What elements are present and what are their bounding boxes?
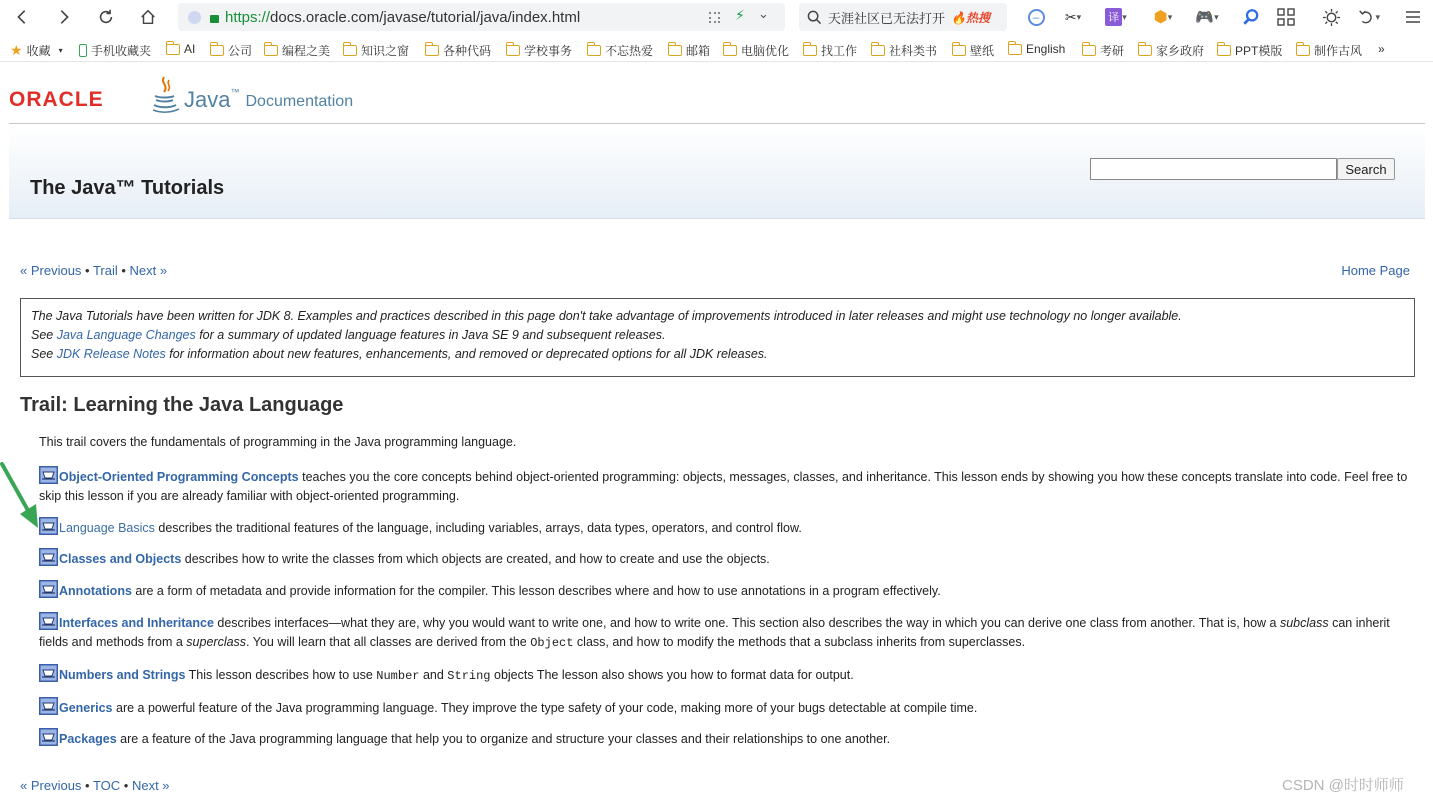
lesson-description: describes how to write the classes from which objects are created, and how to create and use the objects. <box>181 552 770 566</box>
url-path: docs.oracle.com/javase/tutorial/java/index.html <box>270 8 581 26</box>
phone-icon <box>79 44 87 57</box>
lesson-item <box>39 697 1409 718</box>
notice-line <box>31 326 1404 345</box>
lesson-cup-icon <box>39 728 58 746</box>
hot-badge: 🔥热搜 <box>951 10 990 25</box>
java-wordmark <box>184 87 239 113</box>
lesson-item <box>39 728 1409 749</box>
folder-icon <box>343 45 357 56</box>
lesson-cup-icon <box>39 697 58 715</box>
bottom-navigation <box>20 778 170 793</box>
nav-separator: • <box>117 263 130 278</box>
java-tm: ™ <box>230 87 240 97</box>
bookmark-label: 公司 <box>228 44 253 58</box>
lesson-description: objects The lesson also shows you how to format data for output. <box>490 668 854 682</box>
next-link[interactable]: Next » <box>131 778 170 793</box>
lesson-link-interfaces-and-inheritance[interactable]: Interfaces and Inheritance <box>59 616 214 630</box>
bookmark-folder[interactable] <box>871 42 937 59</box>
lesson-description: can inherit fields and methods from a <box>39 616 1390 649</box>
lesson-cup-icon <box>39 664 58 682</box>
lesson-cup-icon <box>39 580 58 598</box>
folder-icon <box>1082 45 1096 56</box>
folder-icon <box>723 45 737 56</box>
top-navigation <box>20 263 167 278</box>
nav-separator: • <box>120 778 132 793</box>
chevron-down-icon[interactable]: ⌄ <box>758 6 769 21</box>
jdk-notice <box>20 298 1415 377</box>
bookmark-folder[interactable] <box>210 42 252 59</box>
bookmark-label: English <box>1026 42 1066 56</box>
lesson-description: and <box>419 668 448 682</box>
menu-icon[interactable] <box>1402 7 1424 27</box>
bookmark-label: 考研 <box>1100 44 1125 58</box>
java-language-changes-link[interactable]: Java Language Changes <box>56 328 196 342</box>
lesson-code: Object <box>530 636 574 650</box>
notice-text: See <box>31 328 57 342</box>
bookmark-label: 找工作 <box>821 44 858 58</box>
lesson-emphasis: subclass <box>1279 616 1329 630</box>
bookmark-label: PPT模版 <box>1235 44 1283 58</box>
search-button[interactable]: Search <box>1337 158 1395 180</box>
page-title: The Java™ Tutorials <box>30 177 225 199</box>
hot-badge-label: 热搜 <box>965 10 990 25</box>
search-icon <box>807 10 822 25</box>
bookmark-folder[interactable] <box>506 42 574 59</box>
folder-icon <box>587 45 601 56</box>
folder-icon <box>264 45 278 56</box>
translate-label: 译 <box>1105 8 1122 26</box>
bookmark-label: 知识之窗 <box>361 44 410 58</box>
scissors-icon[interactable]: ✂ ▾ <box>1064 8 1082 25</box>
bookmark-label: 邮箱 <box>686 44 711 58</box>
folder-icon <box>1217 45 1231 56</box>
bookmark-folder[interactable] <box>723 42 789 59</box>
bookmark-folder[interactable] <box>264 42 330 59</box>
bookmarks-overflow-button[interactable] <box>1378 42 1385 56</box>
site-info-icon[interactable] <box>188 11 201 24</box>
folder-icon <box>506 45 520 56</box>
lock-icon <box>210 15 219 23</box>
forward-icon[interactable] <box>52 5 76 29</box>
lesson-item <box>39 612 1409 653</box>
notice-text: for information about new features, enhancements, and removed or deprecated options for all JDK releases. <box>165 347 768 361</box>
lesson-item <box>39 466 1409 506</box>
browser-search-box[interactable] <box>799 3 1007 31</box>
next-link[interactable]: Next » <box>129 263 168 278</box>
lesson-cup-icon <box>39 548 58 566</box>
bookmark-label: AI <box>184 42 196 56</box>
bookmark-folder[interactable] <box>425 42 493 59</box>
bookmark-label: 制作古风 <box>1314 44 1362 58</box>
folder-icon <box>1296 45 1310 56</box>
star-icon: ★ <box>10 42 23 58</box>
folder-icon <box>668 45 682 56</box>
lesson-description: . You will learn that all classes are derived from the <box>246 635 531 649</box>
translate-icon[interactable]: 译 ▾ <box>1105 7 1127 27</box>
folder-icon <box>166 44 180 55</box>
bookmark-label: 收藏 <box>26 44 51 58</box>
back-icon[interactable] <box>10 5 34 29</box>
notice-line <box>31 345 1404 364</box>
bookmark-label: 家乡政府 <box>1156 44 1205 58</box>
bookmark-folder[interactable] <box>587 42 653 59</box>
nav-separator: • <box>81 263 93 278</box>
lesson-link-oop-concepts[interactable]: Object-Oriented Programming Concepts <box>59 470 299 484</box>
folder-icon <box>210 45 224 56</box>
home-page-link[interactable]: Home Page <box>1341 263 1410 278</box>
toc-link[interactable]: TOC <box>92 778 121 793</box>
bookmark-folder[interactable] <box>1138 42 1204 59</box>
previous-link[interactable]: « Previous <box>20 778 82 793</box>
bookmark-folder[interactable] <box>668 42 710 59</box>
lesson-description: This lesson describes how to use <box>185 668 377 682</box>
lesson-description: describes the traditional features of the language, including variables, arrays, data types, operators, and control flow. <box>154 521 802 535</box>
bookmark-folder[interactable] <box>952 42 994 59</box>
bookmark-label: 编程之美 <box>282 44 331 58</box>
bookmark-folder[interactable] <box>1082 42 1124 59</box>
csdn-watermark: CSDN @时时师师 <box>1282 777 1404 794</box>
lesson-link-annotations[interactable]: Annotations <box>59 584 132 598</box>
lesson-description: are a powerful feature of the Java programming language. They improve the type safety of your code, making more of your bugs detectable at compile time. <box>112 701 978 715</box>
header-divider <box>9 123 1425 124</box>
lesson-link-language-basics[interactable]: Language Basics <box>59 521 155 535</box>
folder-icon <box>425 45 439 56</box>
trail-intro: This trail covers the fundamentals of programming in the Java programming language. <box>39 435 517 449</box>
previous-link[interactable]: « Previous <box>20 263 82 278</box>
bookmark-folder[interactable] <box>166 42 195 56</box>
lesson-item <box>39 580 1409 601</box>
folder-icon <box>952 45 966 56</box>
bookmark-label: 社科类书 <box>889 44 937 58</box>
brightness-icon[interactable] <box>1320 7 1342 27</box>
documentation-label: Documentation <box>245 93 354 110</box>
lesson-item <box>39 517 1409 538</box>
bookmark-folder[interactable] <box>343 42 411 59</box>
lesson-link-classes-and-objects[interactable]: Classes and Objects <box>59 552 182 566</box>
browser-toolbar <box>0 0 1433 34</box>
notice-text: See <box>31 347 57 361</box>
address-bar[interactable] <box>178 3 785 31</box>
oracle-logo[interactable]: ORACLE <box>9 88 104 111</box>
java-cup-icon <box>152 75 180 113</box>
lesson-link-packages[interactable]: Packages <box>59 732 117 746</box>
url-scheme: https:// <box>225 8 271 26</box>
bookmark-label: 电脑优化 <box>741 44 790 58</box>
bookmarks-bar <box>0 36 1433 62</box>
java-logo[interactable] <box>152 75 353 113</box>
magnifier-icon[interactable] <box>1240 7 1262 27</box>
gamepad-icon[interactable]: 🎮 ▾ <box>1195 9 1219 26</box>
bookmark-label: 不忘热爱 <box>605 44 654 58</box>
nav-separator: • <box>81 778 93 793</box>
minus-circle-icon[interactable]: – <box>1025 7 1047 27</box>
notice-text: for a summary of updated language features in Java SE 9 and subsequent releases. <box>195 328 666 342</box>
lesson-description: teaches you the core concepts behind object-oriented programming: objects, messages, classes, and inheritance. This lesson ends by showing you how these concepts translate into code. Feel free to skip this lesson if you are already familiar with object-oriented programming. <box>39 470 1408 503</box>
search-suggestion: 天涯社区已无法打开 <box>828 10 946 26</box>
lesson-emphasis: superclass <box>186 635 247 649</box>
bookmark-label: 手机收藏夹 <box>91 44 152 58</box>
notice-line: The Java Tutorials have been written for JDK 8. Examples and practices described in this page don't take advantage of improvements introduced in later releases and might use technology no longer available. <box>31 309 1182 323</box>
bolt-icon[interactable]: ⚡ <box>735 7 745 23</box>
lesson-link-generics[interactable]: Generics <box>59 701 113 715</box>
home-icon[interactable] <box>136 5 160 29</box>
jdk-release-notes-link[interactable]: JDK Release Notes <box>56 347 166 361</box>
apps-grid-icon[interactable] <box>1275 7 1297 27</box>
lesson-description: class, and how to modify the methods that a subclass inherits from superclasses. <box>573 635 1026 649</box>
bookmark-label: 壁纸 <box>970 44 995 58</box>
bookmark-folder[interactable] <box>1008 42 1068 56</box>
lesson-code: Number <box>376 669 420 683</box>
trail-link[interactable]: Trail <box>92 263 118 278</box>
bookmark-label: » <box>1378 42 1385 56</box>
lesson-description: are a form of metadata and provide information for the compiler. This lesson describes where and how to use annotations in a program effectively. <box>131 584 941 598</box>
shield-icon[interactable]: ⬢ ▾ <box>1153 9 1173 26</box>
folder-icon <box>871 45 885 56</box>
qr-icon[interactable] <box>709 12 720 23</box>
lesson-cup-icon <box>39 612 58 630</box>
green-arrow-annotation <box>0 462 44 528</box>
java-label: Java <box>184 87 231 112</box>
site-search-input[interactable] <box>1090 158 1337 180</box>
folder-icon <box>1138 45 1152 56</box>
bookmark-folder[interactable] <box>1217 42 1283 59</box>
lesson-description: describes interfaces—what they are, why you would want to write one, and how to write one. This section also describes the way in which you can derive one class from another. That is, how a <box>213 616 1280 630</box>
bookmark-favorites[interactable]: ★ 收藏 ▾ <box>10 42 63 58</box>
lesson-code: String <box>447 669 491 683</box>
bookmark-folder[interactable] <box>1296 42 1362 59</box>
bookmark-label: 各种代码 <box>443 44 492 58</box>
undo-icon[interactable]: ▾ <box>1358 7 1380 27</box>
lesson-item <box>39 548 1409 569</box>
lesson-link-numbers-and-strings[interactable]: Numbers and Strings <box>59 668 186 682</box>
folder-icon <box>803 45 817 56</box>
lesson-description: are a feature of the Java programming language that help you to organize and structure your classes and their relationships to one another. <box>116 732 891 746</box>
tutorial-banner <box>9 125 1425 219</box>
trail-heading: Trail: Learning the Java Language <box>20 394 344 416</box>
bookmark-folder[interactable] <box>803 42 857 59</box>
reload-icon[interactable] <box>94 5 118 29</box>
bookmark-label: 学校事务 <box>524 44 573 58</box>
folder-icon <box>1008 44 1022 55</box>
bookmark-mobile[interactable] <box>79 42 151 59</box>
lesson-item <box>39 664 1409 686</box>
